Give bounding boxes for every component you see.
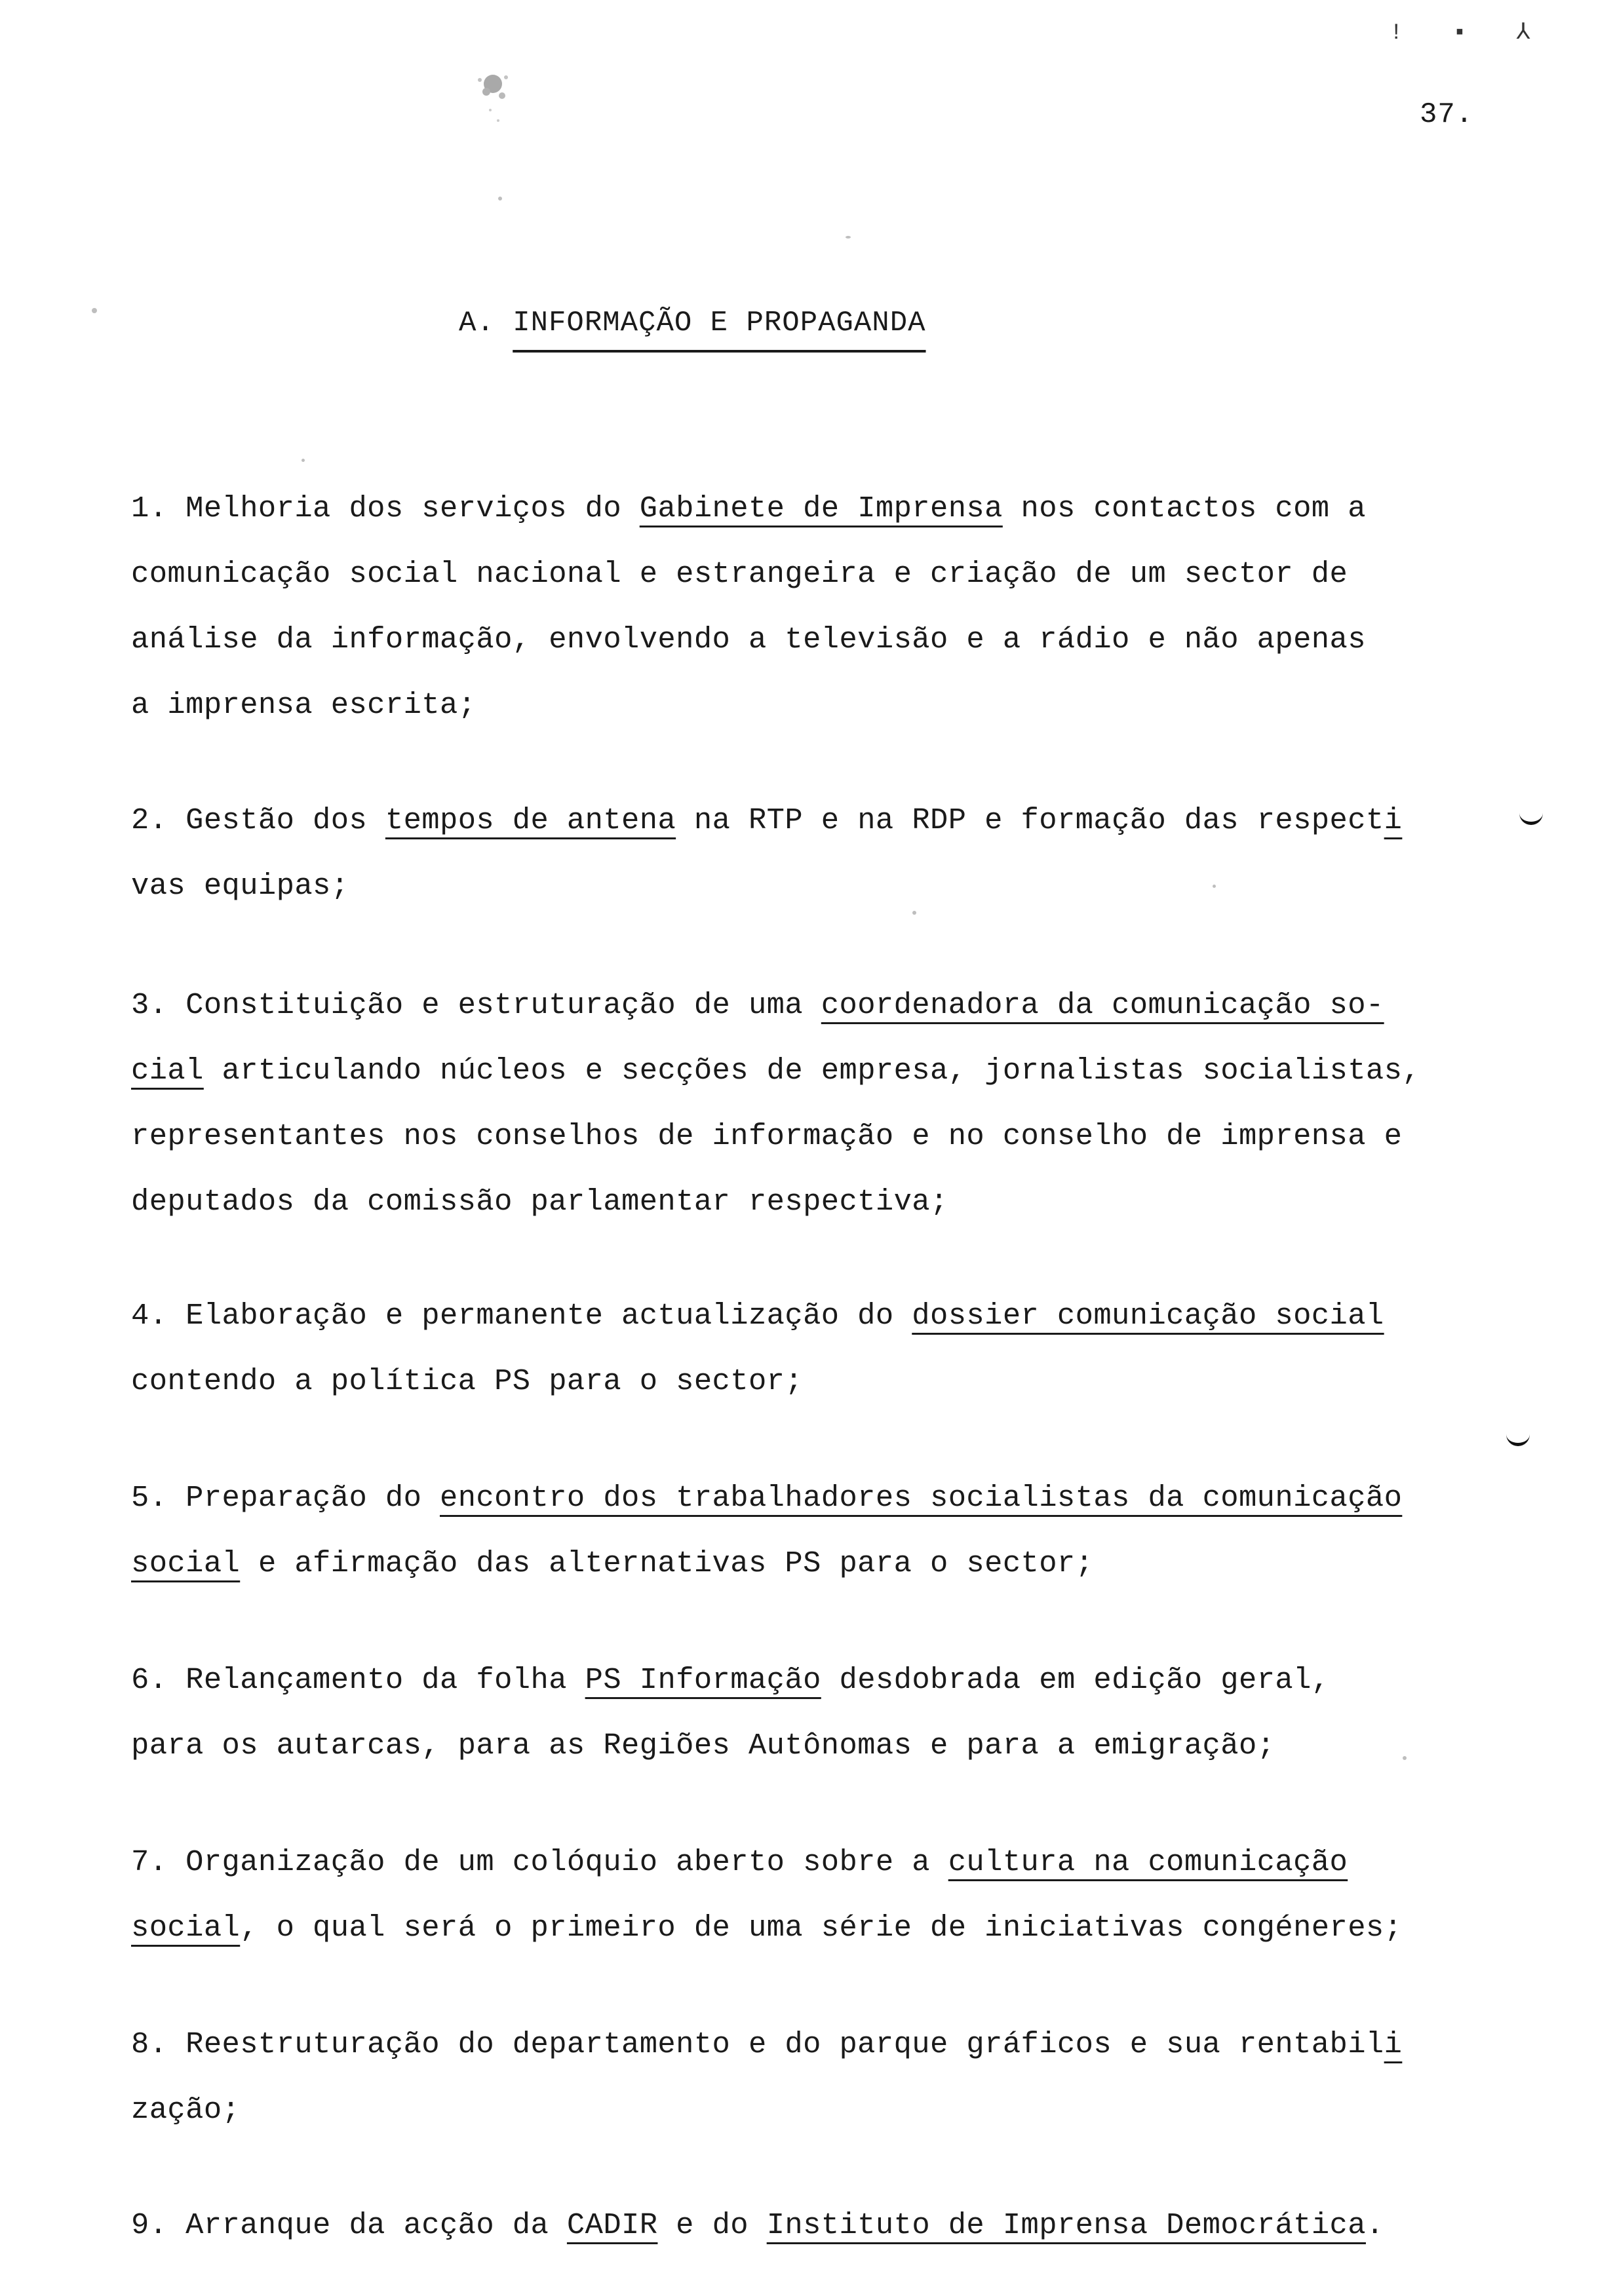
- item-text: contendo a política PS para o sector;: [131, 1364, 804, 1398]
- item-line: [131, 1647, 1534, 1713]
- item-line: [131, 2192, 1534, 2258]
- underlined-phrase: cial: [131, 1054, 204, 1088]
- item-text: comunicação social nacional e estrangeira e criação de um sector de: [131, 557, 1348, 591]
- underlined-phrase: social: [131, 1911, 241, 1945]
- item-text: representantes nos conselhos de informação e no conselho de imprensa e: [131, 1119, 1403, 1153]
- check-mark-icon: [1506, 1428, 1530, 1446]
- item-line: [131, 1349, 1534, 1414]
- scan-speck: [302, 459, 305, 462]
- underlined-phrase: coordenadora da comunicação so-: [821, 988, 1384, 1022]
- underlined-phrase: i: [1384, 2027, 1403, 2061]
- item-line: [131, 1713, 1534, 1778]
- page-number: 37.: [1420, 98, 1474, 131]
- item-text: .: [1365, 2208, 1384, 2242]
- item-line: [131, 1465, 1534, 1531]
- item-text: deputados da comissão parlamentar respectiva;: [131, 1185, 948, 1219]
- list-item: [131, 476, 1534, 738]
- underlined-phrase: cultura na comunicação: [948, 1845, 1348, 1879]
- item-line: [131, 2077, 1534, 2143]
- item-text: 5. Preparação do: [131, 1481, 440, 1515]
- list-item: [131, 1647, 1534, 1778]
- item-line: [131, 2012, 1534, 2077]
- item-text: 7. Organização de um colóquio aberto sobre a: [131, 1845, 948, 1879]
- item-text: análise da informação, envolvendo a televisão e a rádio e não apenas: [131, 622, 1366, 657]
- list-item: [131, 1465, 1534, 1596]
- item-line: [131, 1169, 1534, 1234]
- section-prefix: A.: [459, 307, 495, 339]
- item-line: [131, 1895, 1534, 1961]
- item-text: e do: [657, 2208, 767, 2242]
- ink-stain-graphic: [460, 58, 532, 130]
- item-line: [131, 1283, 1534, 1349]
- item-text: e afirmação das alternativas PS para o sector;: [240, 1546, 1094, 1580]
- item-text: 4. Elaboração e permanente actualização do: [131, 1299, 912, 1333]
- section-title: [459, 307, 926, 339]
- underlined-phrase: i: [1384, 803, 1403, 837]
- underlined-phrase: Instituto de Imprensa Democrática: [766, 2208, 1366, 2242]
- underlined-phrase: encontro dos trabalhadores socialistas da comunicação: [439, 1481, 1403, 1515]
- item-line: [131, 853, 1534, 919]
- item-line: [131, 972, 1534, 1038]
- item-text: na RTP e na RDP e formação das respect: [676, 803, 1384, 837]
- item-line: [131, 788, 1534, 853]
- item-line: [131, 1038, 1534, 1103]
- underlined-phrase: PS Informação: [585, 1663, 821, 1697]
- item-text: 2. Gestão dos: [131, 803, 385, 837]
- list-item: [131, 1829, 1534, 1961]
- item-line: [131, 476, 1534, 541]
- item-line: [131, 672, 1534, 738]
- list-item: [131, 2192, 1534, 2258]
- item-text: 1. Melhoria dos serviços do: [131, 491, 640, 526]
- item-text: desdobrada em edição geral,: [821, 1663, 1330, 1697]
- underlined-phrase: dossier comunicação social: [912, 1299, 1384, 1333]
- item-text: para os autarcas, para as Regiões Autônomas e para a emigração;: [131, 1729, 1275, 1763]
- item-text: vas equipas;: [131, 869, 349, 903]
- underlined-phrase: tempos de antena: [385, 803, 676, 837]
- item-line: [131, 1829, 1534, 1895]
- list-item: [131, 2012, 1534, 2143]
- scan-speck: [92, 308, 97, 313]
- underlined-phrase: social: [131, 1546, 241, 1580]
- section-title-text: INFORMAÇÃO E PROPAGANDA: [513, 307, 926, 339]
- list-item: [131, 788, 1534, 919]
- underlined-phrase: Gabinete de Imprensa: [639, 491, 1003, 526]
- item-text: 3. Constituição e estruturação de uma: [131, 988, 821, 1022]
- scan-speck: [498, 197, 502, 201]
- item-text: articulando núcleos e secções de empresa, jornalistas socialistas,: [203, 1054, 1421, 1088]
- list-item: [131, 1283, 1534, 1414]
- item-text: , o qual será o primeiro de uma série de iniciativas congéneres;: [240, 1911, 1403, 1945]
- item-text: a imprensa escrita;: [131, 688, 477, 722]
- corner-marks: ! ▪ ⅄: [1390, 21, 1549, 46]
- item-line: [131, 1531, 1534, 1596]
- item-line: [131, 607, 1534, 672]
- item-text: 9. Arranque da acção da: [131, 2208, 567, 2242]
- item-text: 8. Reestruturação do departamento e do parque gráficos e sua rentabil: [131, 2027, 1384, 2061]
- item-text: 6. Relançamento da folha: [131, 1663, 585, 1697]
- item-line: [131, 541, 1534, 607]
- scan-speck: [846, 236, 851, 239]
- item-line: [131, 1103, 1534, 1169]
- item-text: zação;: [131, 2093, 241, 2127]
- item-text: nos contactos com a: [1002, 491, 1366, 526]
- list-item: [131, 972, 1534, 1234]
- underlined-phrase: CADIR: [566, 2208, 658, 2242]
